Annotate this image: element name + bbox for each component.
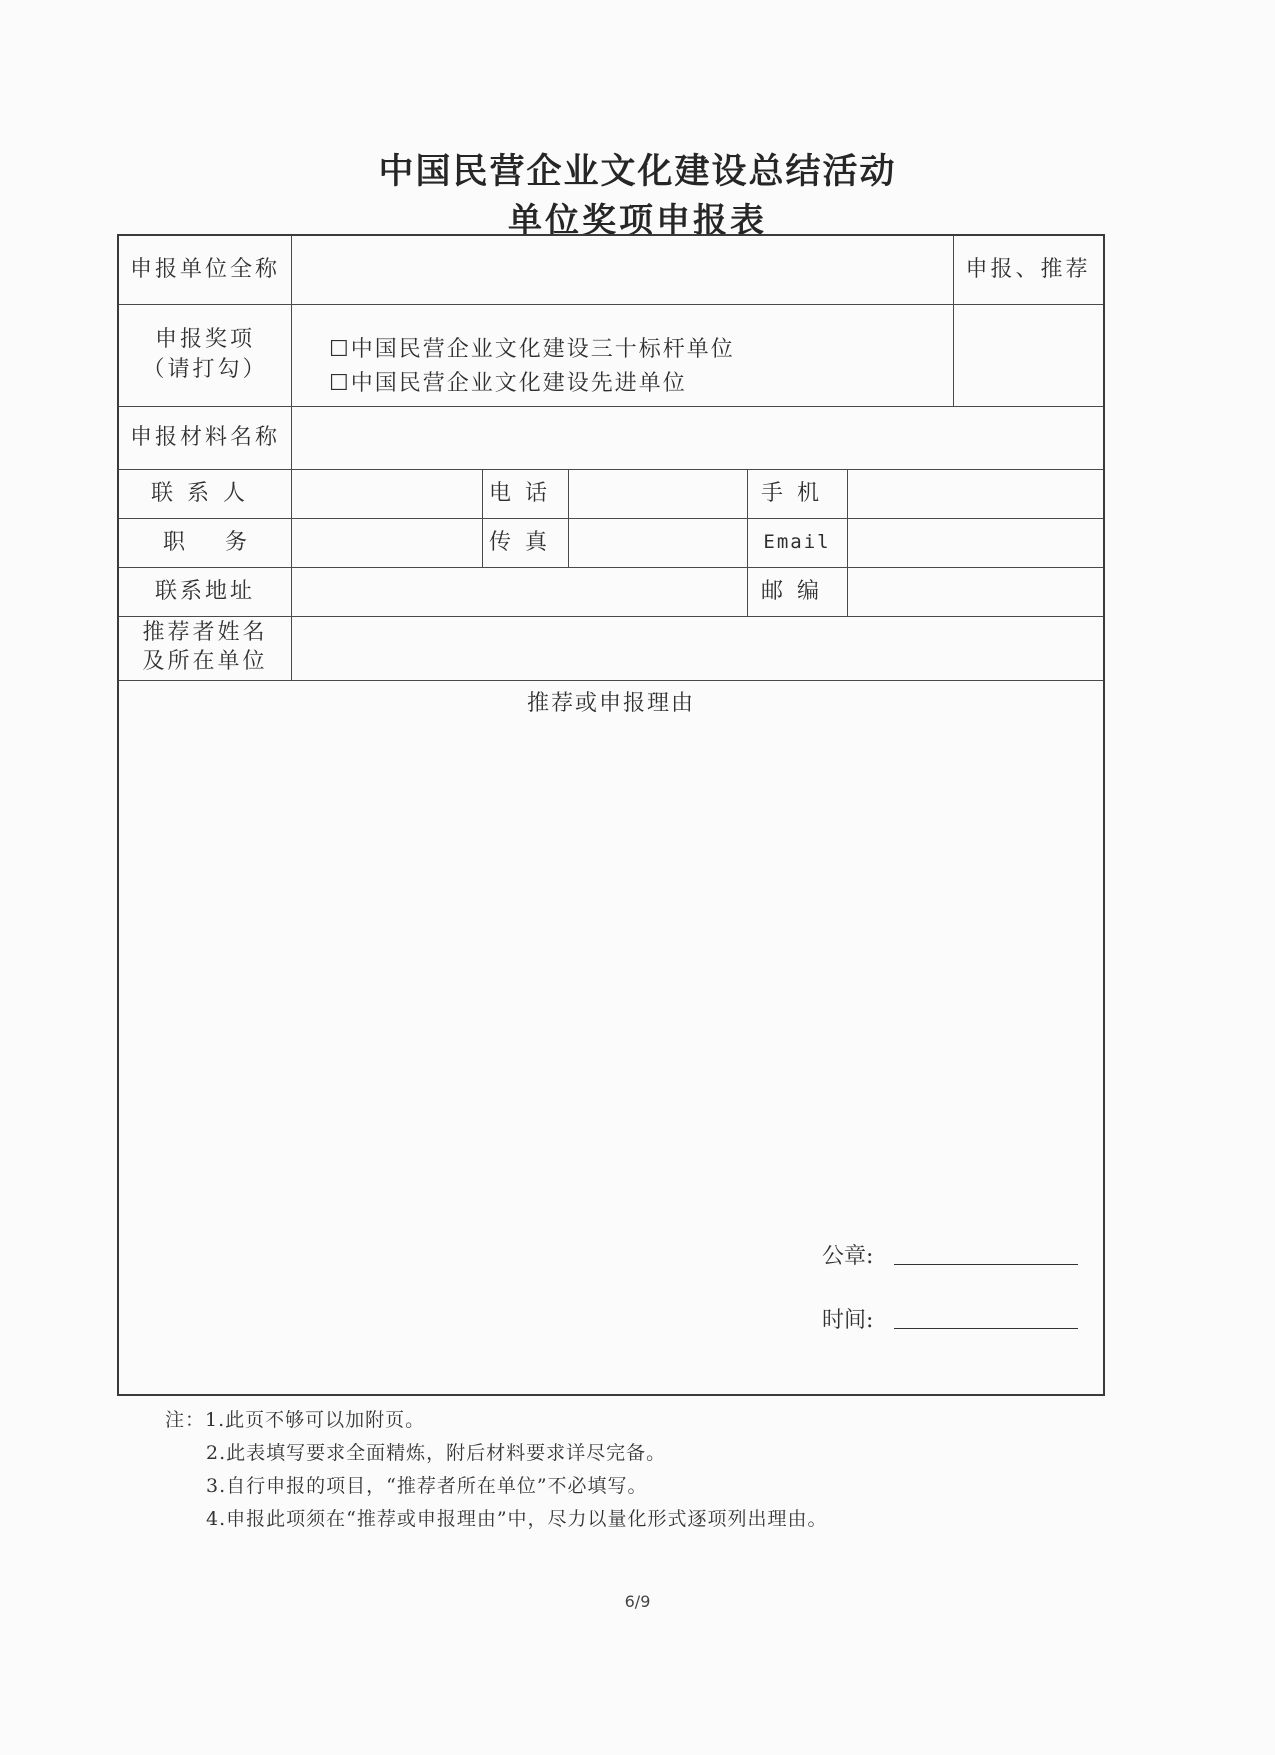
unit-name-input[interactable] (291, 236, 953, 304)
label-material-name: 申报材料名称 (129, 424, 280, 450)
label-postcode: 邮编 (760, 578, 833, 604)
label-recommender-line1: 推荐者姓名 (142, 620, 268, 646)
label-phone: 电话 (488, 480, 561, 506)
form-title-line1: 中国民营企业文化建设总结活动 (378, 152, 897, 192)
contact-person-input[interactable] (291, 469, 482, 518)
checkbox-icon[interactable]: ☐ (329, 337, 351, 362)
label-recommender (119, 616, 291, 680)
recommender-input[interactable] (291, 616, 1103, 680)
award-option-label: 中国民营企业文化建设先进单位 (350, 371, 687, 396)
address-input[interactable] (291, 567, 747, 616)
label-position: 职务 (162, 529, 287, 555)
label-fax: 传真 (488, 529, 561, 555)
seal-line[interactable] (894, 1264, 1078, 1265)
label-recommender-line2: 及所在单位 (142, 649, 268, 674)
label-mobile: 手机 (760, 480, 833, 506)
row-divider (119, 680, 1103, 681)
postcode-input[interactable] (847, 567, 1103, 616)
label-email: Email (763, 530, 831, 553)
note-2: 2.此表填写要求全面精炼，附后材料要求详尽完备。 (206, 1442, 667, 1464)
label-award-item-text: 申报奖项 (154, 327, 255, 353)
page-number: 6/9 (624, 1592, 651, 1611)
label-contact-person: 联系人 (150, 480, 259, 506)
note-1: 注：1.此页不够可以加附页。 (165, 1409, 426, 1431)
label-unit-name: 申报单位全称 (129, 257, 280, 283)
application-form (117, 234, 1105, 1396)
time-label: 时间: (822, 1308, 874, 1333)
award-option-label: 中国民营企业文化建设三十标杆单位 (350, 337, 735, 362)
label-address: 联系地址 (154, 578, 255, 604)
notes (165, 1404, 828, 1536)
checkbox-icon[interactable]: ☐ (329, 371, 351, 396)
apply-recommend-input[interactable] (953, 304, 1103, 406)
mobile-input[interactable] (847, 469, 1103, 518)
form-title-line2: 单位奖项申报表 (508, 201, 767, 241)
time-line[interactable] (894, 1328, 1078, 1329)
reason-heading: 推荐或申报理由 (526, 691, 695, 717)
label-award-item-hint: （请打勾） (142, 357, 268, 382)
note-3: 3.自行申报的项目，“推荐者所在单位”不必填写。 (206, 1475, 648, 1497)
award-option-benchmark[interactable] (329, 332, 735, 363)
label-apply-recommend: 申报、推荐 (965, 257, 1091, 283)
position-input[interactable] (291, 518, 482, 567)
note-4: 4.申报此项须在“推荐或申报理由”中，尽力以量化形式逐项列出理由。 (206, 1508, 828, 1530)
material-name-input[interactable] (291, 406, 1103, 469)
label-award-item (119, 304, 291, 406)
reason-textarea[interactable] (119, 726, 1103, 1246)
fax-input[interactable] (568, 518, 747, 567)
award-option-advanced[interactable] (329, 366, 687, 397)
seal-label: 公章: (822, 1244, 874, 1269)
email-input[interactable] (847, 518, 1103, 567)
phone-input[interactable] (568, 469, 747, 518)
